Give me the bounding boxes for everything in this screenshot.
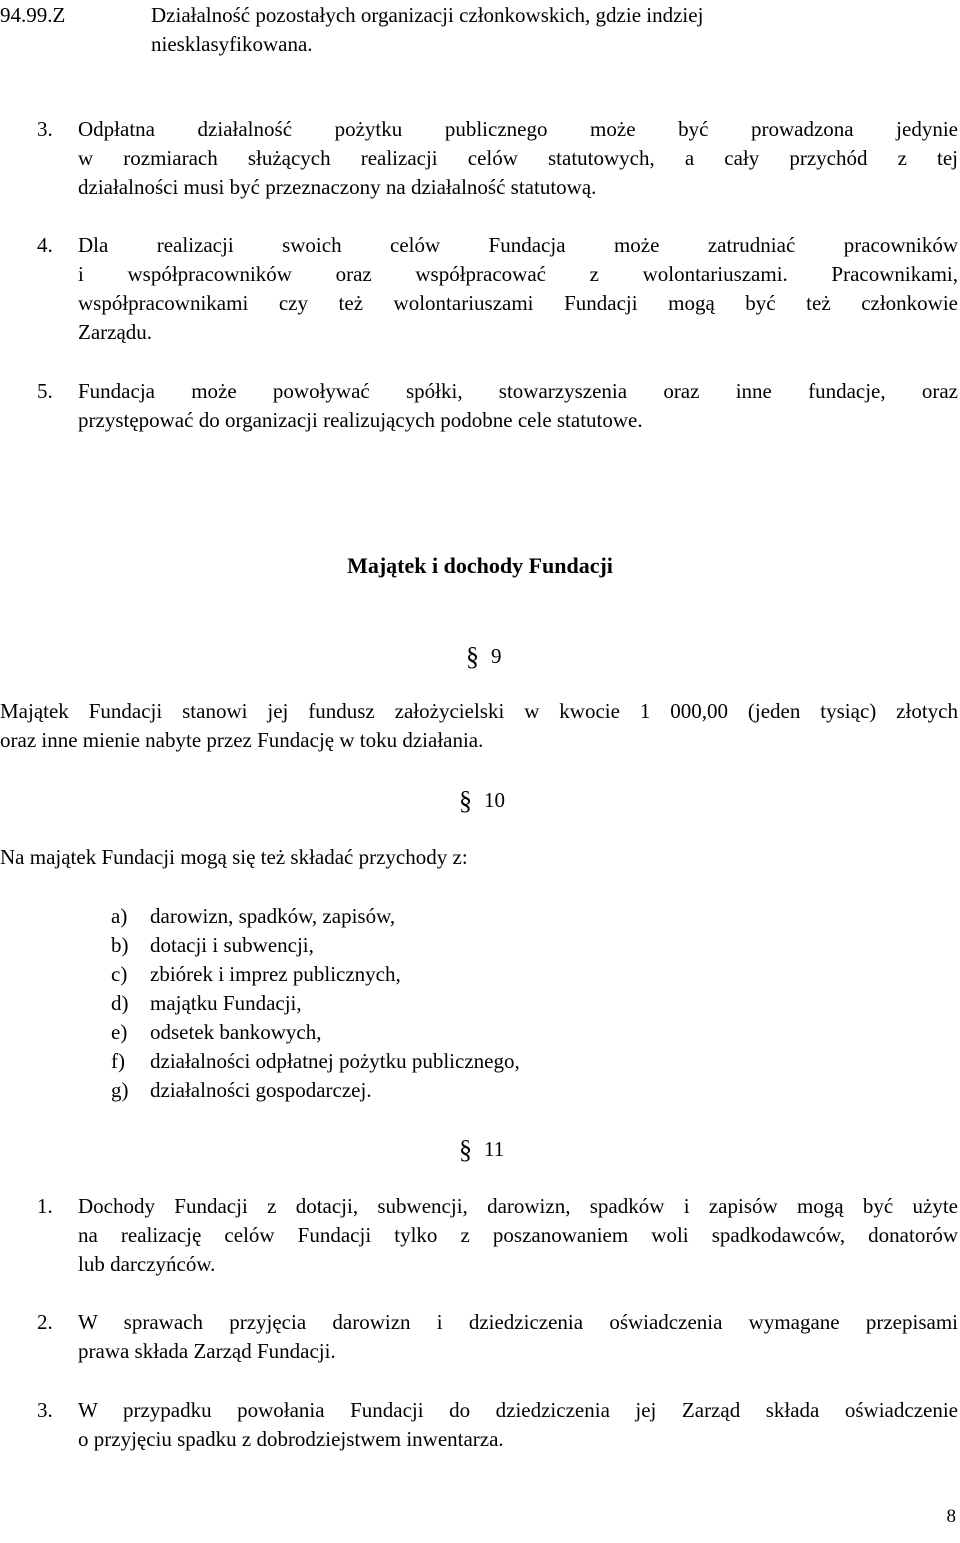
item-4-line-4: Zarządu. (78, 320, 153, 344)
item-5-line-2: przystępować do organizacji realizujących podobne cele statutowe. (78, 408, 643, 432)
item-4-line-3: współpracownikami czy też wolontariuszami Fundacji mogą być też członkowie (78, 291, 958, 315)
paragraph-number: 10 (484, 788, 505, 812)
list-text: majątku Fundacji, (150, 991, 302, 1015)
section-heading: Majątek i dochody Fundacji (347, 553, 613, 578)
p11-item-3-line-1: W przypadku powołania Fundacji do dziedziczenia jej Zarząd składa oświadczenie (78, 1398, 958, 1422)
list-text: działalności gospodarczej. (150, 1078, 372, 1102)
list-label: c) (111, 962, 128, 986)
p11-item-3-line-2: o przyjęciu spadku z dobrodziejstwem inwentarza. (78, 1427, 504, 1451)
list-text: odsetek bankowych, (150, 1020, 322, 1044)
list-item (111, 1076, 372, 1105)
list-label: e) (111, 1020, 128, 1044)
paragraph-number: 11 (484, 1137, 505, 1161)
paragraph-10-marker (459, 785, 505, 816)
item-number: 5. (37, 379, 53, 403)
paragraph-number: 9 (491, 644, 502, 668)
list-item (111, 931, 314, 960)
item-4-line-1: Dla realizacji swoich celów Fundacja może zatrudniać pracowników (78, 233, 958, 257)
paragraph-9-line-1: Majątek Fundacji stanowi jej fundusz założycielski w kwocie 1 000,00 (jeden tysiąc) złotych (0, 699, 958, 723)
pkd-description-line-1: Działalność pozostałych organizacji członkowskich, gdzie indziej (151, 3, 704, 27)
list-label: f) (111, 1049, 125, 1073)
p11-item-2-line-1: W sprawach przyjęcia darowizn i dziedziczenia oświadczenia wymagane przepisami (78, 1310, 958, 1334)
section-sign: § (459, 1135, 472, 1164)
pkd-description-line-2: niesklasyfikowana. (151, 32, 313, 56)
item-number: 1. (37, 1194, 53, 1218)
list-item (111, 989, 302, 1018)
list-text: działalności odpłatnej pożytku publicznego, (150, 1049, 520, 1073)
list-label: b) (111, 933, 129, 957)
item-4-line-2: i współpracowników oraz współpracować z wolontariuszami. Pracownikami, (78, 262, 958, 286)
list-item (111, 960, 401, 989)
list-item (111, 902, 395, 931)
pkd-code: 94.99.Z (0, 3, 66, 27)
item-number: 3. (37, 1398, 53, 1422)
item-3-line-2: w rozmiarach służących realizacji celów statutowych, a cały przychód z tej (78, 146, 958, 170)
page-number: 8 (946, 1506, 956, 1527)
p11-item-1-line-1: Dochody Fundacji z dotacji, subwencji, darowizn, spadków i zapisów mogą być użyte (78, 1194, 958, 1218)
list-text: dotacji i subwencji, (150, 933, 314, 957)
paragraph-9-line-2: oraz inne mienie nabyte przez Fundację w toku działania. (0, 728, 484, 752)
paragraph-11-marker (459, 1134, 504, 1165)
list-text: zbiórek i imprez publicznych, (150, 962, 401, 986)
item-number: 2. (37, 1310, 53, 1334)
p11-item-1-line-2: na realizację celów Fundacji tylko z poszanowaniem woli spadkodawców, donatorów (78, 1223, 958, 1247)
list-label: d) (111, 991, 129, 1015)
section-sign: § (466, 642, 479, 671)
list-item (111, 1018, 321, 1047)
p11-item-1-line-3: lub darczyńców. (78, 1252, 216, 1276)
item-number: 3. (37, 117, 53, 141)
item-number: 4. (37, 233, 53, 257)
list-item (111, 1047, 520, 1076)
section-sign: § (459, 786, 472, 815)
p11-item-2-line-2: prawa składa Zarząd Fundacji. (78, 1339, 336, 1363)
paragraph-10-intro: Na majątek Fundacji mogą się też składać przychody z: (0, 845, 468, 869)
list-text: darowizn, spadków, zapisów, (150, 904, 396, 928)
item-3-line-3: działalności musi być przeznaczony na działalność statutową. (78, 175, 597, 199)
list-label: a) (111, 904, 128, 928)
item-3-line-1: Odpłatna działalność pożytku publicznego może być prowadzona jedynie (78, 117, 958, 141)
item-5-line-1: Fundacja może powoływać spółki, stowarzyszenia oraz inne fundacje, oraz (78, 379, 958, 403)
paragraph-9-marker (466, 641, 502, 672)
list-label: g) (111, 1078, 129, 1102)
